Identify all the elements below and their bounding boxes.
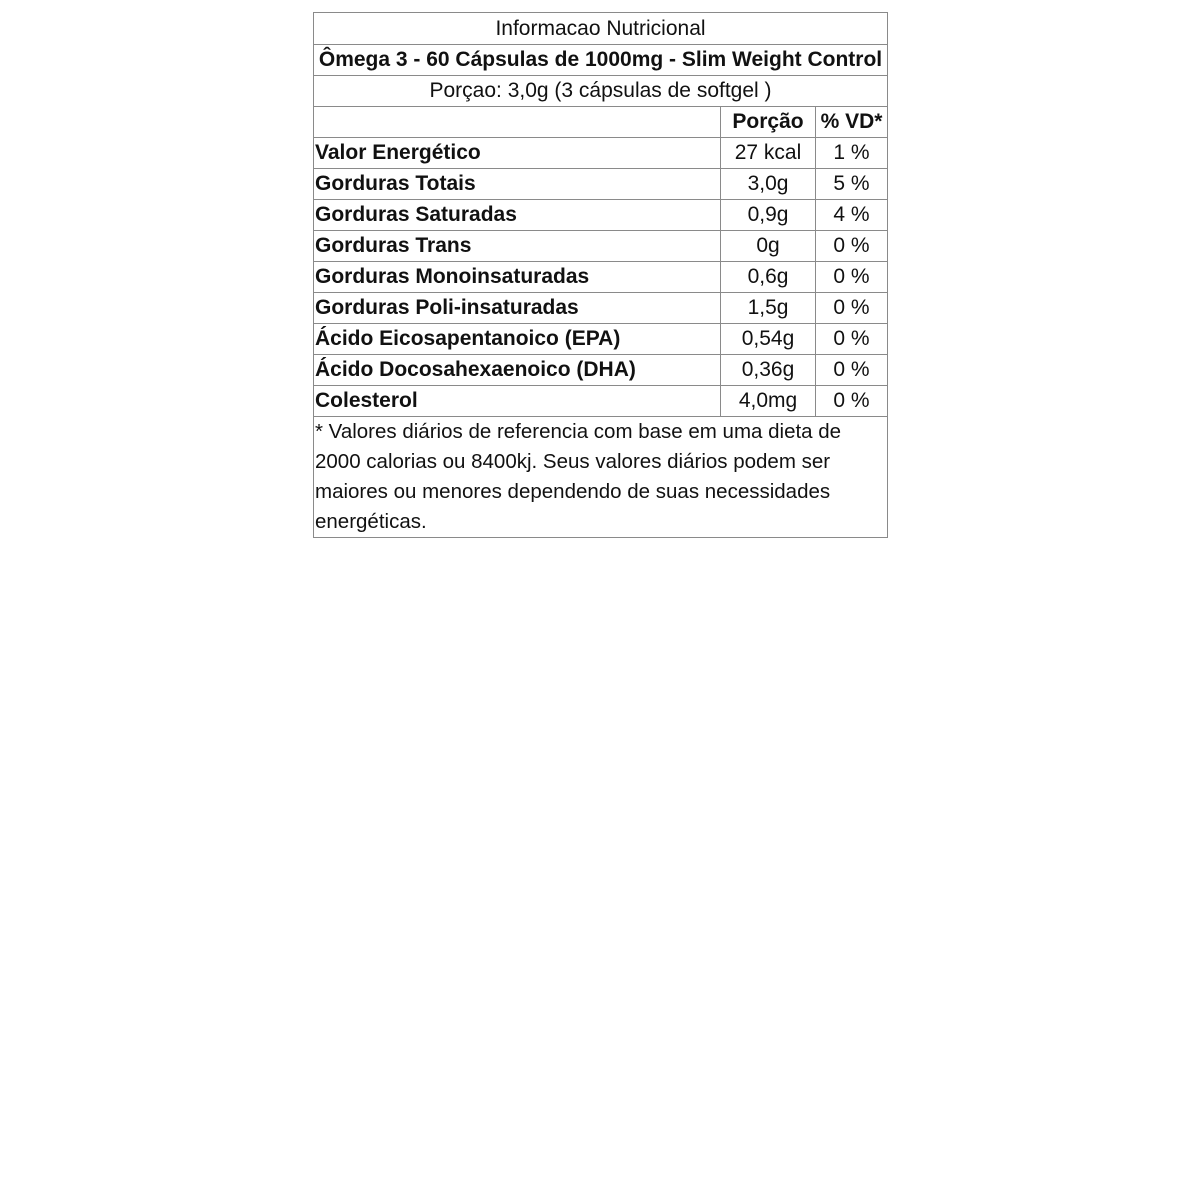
- nutrient-portion: 27 kcal: [721, 138, 816, 169]
- footnote-row: [314, 417, 888, 538]
- nutrient-name: Valor Energético: [314, 138, 721, 169]
- nutrient-dv: 0 %: [816, 355, 888, 386]
- label-title: Informacao Nutricional: [314, 13, 888, 45]
- nutrient-portion: 0,54g: [721, 324, 816, 355]
- nutrient-row: [314, 200, 888, 231]
- product-name: Ômega 3 - 60 Cápsulas de 1000mg - Slim Weight Control: [314, 45, 888, 76]
- nutrient-portion: 0,36g: [721, 355, 816, 386]
- serving-size: Porçao: 3,0g (3 cápsulas de softgel ): [314, 76, 888, 107]
- nutrient-name: Gorduras Monoinsaturadas: [314, 262, 721, 293]
- nutrient-row: [314, 262, 888, 293]
- nutrient-dv: 0 %: [816, 386, 888, 417]
- nutrient-portion: 0,9g: [721, 200, 816, 231]
- nutrient-dv: 0 %: [816, 231, 888, 262]
- nutrient-row: [314, 138, 888, 169]
- nutrient-row: [314, 386, 888, 417]
- column-header-portion: Porção: [721, 107, 816, 138]
- nutrient-portion: 1,5g: [721, 293, 816, 324]
- nutrient-portion: 0g: [721, 231, 816, 262]
- nutrient-dv: 0 %: [816, 293, 888, 324]
- serving-row: [314, 76, 888, 107]
- nutrient-dv: 0 %: [816, 262, 888, 293]
- nutrition-facts-table: [313, 12, 888, 538]
- nutrient-row: [314, 231, 888, 262]
- nutrient-name: Gorduras Totais: [314, 169, 721, 200]
- nutrient-portion: 0,6g: [721, 262, 816, 293]
- nutrient-dv: 5 %: [816, 169, 888, 200]
- nutrient-row: [314, 169, 888, 200]
- nutrient-dv: 0 %: [816, 324, 888, 355]
- nutrient-row: [314, 355, 888, 386]
- nutrient-row: [314, 293, 888, 324]
- nutrient-portion: 3,0g: [721, 169, 816, 200]
- column-header-blank: [314, 107, 721, 138]
- nutrient-dv: 1 %: [816, 138, 888, 169]
- product-row: [314, 45, 888, 76]
- nutrient-name: Gorduras Saturadas: [314, 200, 721, 231]
- nutrient-name: Gorduras Poli-insaturadas: [314, 293, 721, 324]
- nutrient-name: Gorduras Trans: [314, 231, 721, 262]
- nutrient-dv: 4 %: [816, 200, 888, 231]
- nutrient-portion: 4,0mg: [721, 386, 816, 417]
- nutrient-name: Ácido Eicosapentanoico (EPA): [314, 324, 721, 355]
- title-row: [314, 13, 888, 45]
- nutrient-name: Colesterol: [314, 386, 721, 417]
- column-header-dv: % VD*: [816, 107, 888, 138]
- column-header-row: [314, 107, 888, 138]
- nutrient-name: Ácido Docosahexaenoico (DHA): [314, 355, 721, 386]
- footnote-text: * Valores diários de referencia com base em uma dieta de 2000 calorias ou 8400kj. Seus valores diários podem ser maiores ou menores dependendo de suas necessidades energéticas.: [314, 417, 888, 538]
- nutrient-row: [314, 324, 888, 355]
